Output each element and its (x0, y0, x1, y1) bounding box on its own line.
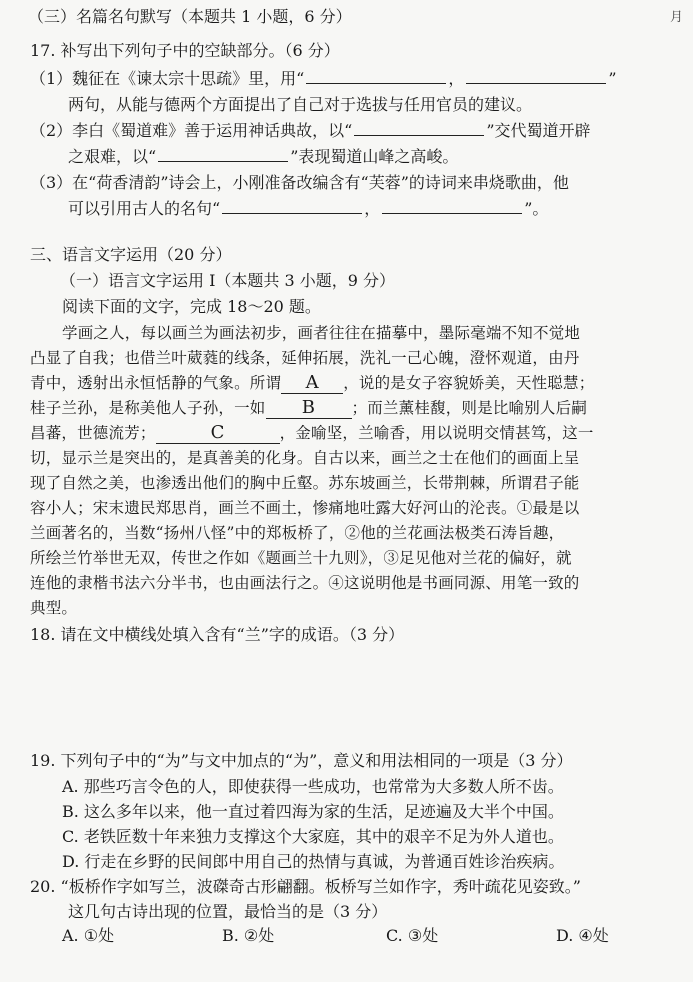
q19-stem: 19. 下列句子中的“为”与文中加点的“为”，意义和用法相同的一项是（3 分） (30, 751, 573, 770)
q20-option-c[interactable]: C. ③处 (386, 926, 439, 945)
q19-option-b[interactable]: B. 这么多年以来，他一直过着四海为家的生活，足迹遍及大半个中国。 (62, 802, 564, 821)
passage-line-3-after: ，说的是女子容貌娇美，天性聪慧； (343, 374, 595, 392)
q17-item1-cont: 两句，从能与德两个方面提出了自己对于选拔与任用官员的建议。 (68, 95, 533, 114)
q20-option-a[interactable]: A. ①处 (62, 926, 115, 945)
corner-mark: 月 (669, 10, 683, 25)
q20-option-b[interactable]: B. ②处 (222, 926, 275, 945)
answer-blank-3[interactable] (354, 121, 484, 136)
q17-item3: （3）在“荷香清韵”诗会上，小刚准备改编含有“芙蓉”的诗词来串烧歌曲，他 (30, 173, 569, 192)
q19-option-d[interactable]: D. 行走在乡野的民间郎中用自己的热情与真诚，为普通百姓诊治疾病。 (62, 852, 565, 871)
subsection1-title: （一）语言文字运用 I（本题共 3 小题，9 分） (60, 271, 396, 290)
answer-blank-6[interactable] (382, 199, 522, 214)
q20-stem-2: 这几句古诗出现的位置，最恰当的是（3 分） (68, 902, 388, 921)
answer-blank-5[interactable] (222, 199, 362, 214)
q17-item2-text-a: （2）李白《蜀道难》善于运用神话典故，以“ (30, 121, 353, 140)
q17-item3-cont (68, 198, 548, 220)
q17-item3-cont-c: ”。 (524, 199, 549, 218)
passage-line-11: 连他的隶楷书法六分半书，也由画法行之。④这说明他是书画同源、用笔一致的 (30, 574, 580, 592)
q19-option-c[interactable]: C. 老铁匠数十年来独力支撑这个大家庭，其中的艰辛不足为外人道也。 (62, 827, 564, 846)
q20-option-d[interactable]: D. ④处 (556, 926, 609, 945)
passage-line-9: 兰画著名的，当数“扬州八怪”中的郑板桥了，②他的兰花画法极类石涛旨趣， (30, 524, 565, 542)
passage-line-4-text: 桂子兰孙，是称美他人子孙，一如 (30, 399, 266, 417)
reading-instruction: 阅读下面的文字，完成 18～20 题。 (62, 297, 321, 316)
passage-line-7: 现了自然之美，也渗透出他们的胸中丘壑。苏东坡画兰，长带荆棘，所谓君子能 (30, 474, 580, 492)
q17-item3-cont-a: 可以引用古人的名句“ (68, 199, 221, 218)
passage-line-10: 所绘兰竹举世无双，传世之作如《题画兰十九则》，③足见他对兰花的偏好，就 (30, 549, 572, 567)
q17-item1-text-a: （1）魏征在《谏太宗十思疏》里，用“ (30, 69, 305, 88)
passage-line-8: 容小人；宋末遗民郑思肖，画兰不画土，惨痛地吐露大好河山的沦丧。①最是以 (30, 499, 580, 517)
section3-title: 三、语言文字运用（20 分） (30, 245, 232, 264)
blank-b[interactable]: B (266, 398, 352, 419)
passage-line-6: 切，显示兰是突出的，是真善美的化身。自古以来，画兰之士在他们的画面上呈 (30, 449, 580, 467)
passage-line-4-after: ；而兰薰桂馥，则是比喻别人后嗣 (351, 399, 588, 417)
blank-c[interactable]: C (156, 423, 280, 444)
q17-item2-cont (68, 146, 458, 168)
q17-item1-text-c: ” (608, 69, 617, 88)
q17-item2-cont-b: ”表现蜀道山峰之高峻。 (290, 147, 459, 166)
passage-line-5-after: ，金喻坚，兰喻香，用以说明交情甚笃，这一 (279, 424, 594, 442)
answer-blank-1[interactable] (306, 69, 446, 84)
q17-item1-text-b: ， (448, 69, 465, 88)
section-mingju-title: （三）名篇名句默写（本题共 1 小题，6 分） (28, 7, 352, 26)
answer-blank-4[interactable] (158, 147, 288, 162)
passage-line-2: 凸显了自我；也借兰叶葳蕤的线条，延伸拓展，洗礼一己心魄，澄怀观道，由丹 (30, 349, 580, 367)
passage-line-5-text: 昌蕃，世德流芳； (30, 424, 156, 442)
q17-item2 (30, 120, 591, 142)
blank-a[interactable]: A (281, 373, 343, 394)
q17-item2-cont-a: 之艰难，以“ (68, 147, 157, 166)
passage-line-5 (30, 422, 594, 444)
passage-line-3 (30, 372, 594, 394)
passage-line-12: 典型。 (30, 599, 78, 617)
q17-item3-cont-b: ， (364, 199, 381, 218)
q20-stem: 20. “板桥作字如写兰，波磔奇古形翩翻。板桥写兰如作字，秀叶疏花见姿致。” (30, 877, 581, 896)
q17-stem: 17. 补写出下列句子中的空缺部分。（6 分） (30, 41, 340, 60)
q17-item1 (30, 68, 617, 90)
passage-line-4 (30, 397, 587, 419)
answer-blank-2[interactable] (466, 69, 606, 84)
q19-option-a[interactable]: A. 那些巧言令色的人，即使获得一些成功，也常常为大多数人所不齿。 (62, 777, 564, 796)
passage-line-3-text: 青中，透射出永恒恬静的气象。所谓 (30, 374, 282, 392)
q17-item2-text-b: ”交代蜀道开辟 (486, 121, 591, 140)
passage-line-1: 学画之人，每以画兰为画法初步，画者往往在描摹中，墨际毫端不知不觉地 (62, 324, 581, 342)
q18-stem: 18. 请在文中横线处填入含有“兰”字的成语。（3 分） (30, 625, 405, 644)
